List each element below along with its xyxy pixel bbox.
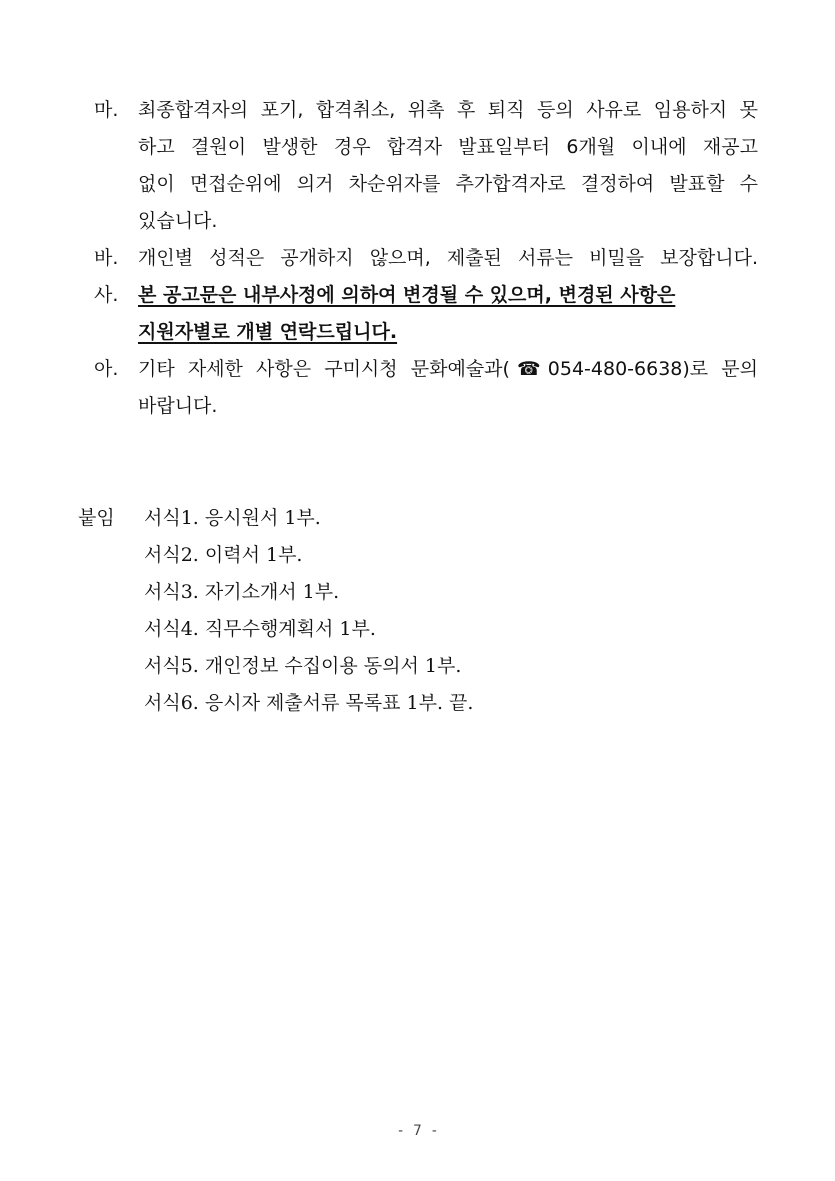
notice-line xyxy=(94,351,758,388)
notice-text: 하고 결원이 발생한 경우 합격자 발표일부터 6개월 이내에 재공고 xyxy=(138,136,758,158)
notice-text: 개인별 성적은 공개하지 않으며, 제출된 서류는 비밀을 보장합니다. xyxy=(138,247,758,269)
notice-line xyxy=(94,314,758,351)
attachment-line xyxy=(78,648,473,685)
attachment-item: 서식5. 개인정보 수집이용 동의서 1부. xyxy=(144,655,462,677)
notice-item-a xyxy=(94,351,758,425)
attachment-item: 서식3. 자기소개서 1부. xyxy=(144,581,340,603)
notice-marker: 바. xyxy=(94,247,119,269)
attachment-line xyxy=(78,574,473,611)
notice-marker: 마. xyxy=(94,99,119,121)
notice-marker: 아. xyxy=(94,358,119,380)
attachments-section xyxy=(78,500,473,722)
attachment-item: 서식2. 이력서 1부. xyxy=(144,544,303,566)
notice-line xyxy=(94,203,758,240)
notice-text-emphasized: 본 공고문은 내부사정에 의하여 변경될 수 있으며, 변경된 사항은 xyxy=(138,284,676,306)
notice-marker: 사. xyxy=(94,284,119,306)
notice-text-emphasized: 지원자별로 개별 연락드립니다. xyxy=(138,321,398,343)
attachments-label: 붙임 xyxy=(78,507,115,529)
attachment-item: 서식1. 응시원서 1부. xyxy=(144,507,321,529)
notice-item-ma xyxy=(94,92,758,240)
notice-line xyxy=(94,129,758,166)
notice-item-sa xyxy=(94,277,758,351)
attachment-item: 서식4. 직무수행계획서 1부. xyxy=(144,618,376,640)
notice-text: 없이 면접순위에 의거 차순위자를 추가합격자로 결정하여 발표할 수 xyxy=(138,173,758,195)
page-number: - 7 - xyxy=(396,1123,439,1139)
notice-line xyxy=(94,277,758,314)
notice-line xyxy=(94,388,758,425)
attachment-item: 서식6. 응시자 제출서류 목록표 1부. 끝. xyxy=(144,692,474,714)
attachment-line xyxy=(78,500,473,537)
notice-text: 바랍니다. xyxy=(138,395,218,417)
notice-item-ba xyxy=(94,240,758,277)
notice-text: 기타 자세한 사항은 구미시청 문화예술과(☎054-480-6638)로 문의 xyxy=(138,358,758,380)
attachment-line xyxy=(78,537,473,574)
notice-text: 있습니다. xyxy=(138,210,218,232)
attachment-line xyxy=(78,685,473,722)
notice-line xyxy=(94,240,758,277)
notice-text: 최종합격자의 포기, 합격취소, 위촉 후 퇴직 등의 사유로 임용하지 못 xyxy=(138,99,758,121)
notice-line xyxy=(94,166,758,203)
notice-line xyxy=(94,92,758,129)
attachment-line xyxy=(78,611,473,648)
